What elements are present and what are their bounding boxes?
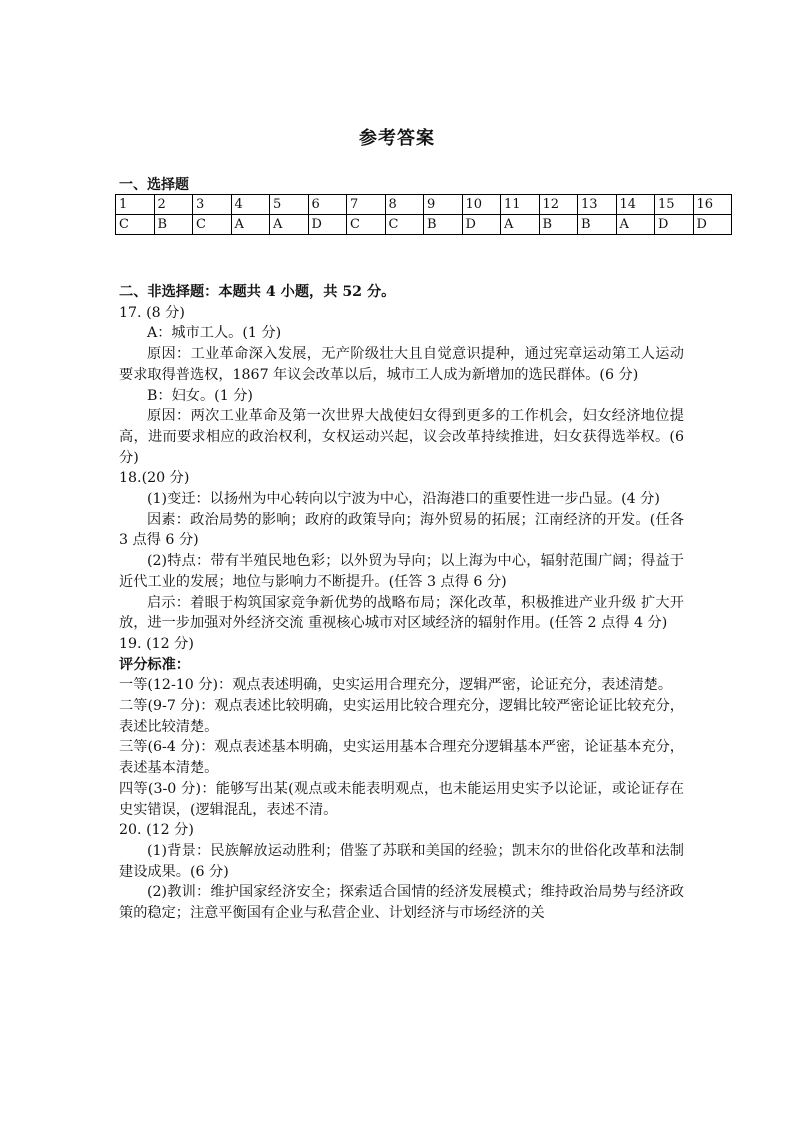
table-cell: D: [655, 215, 694, 235]
table-cell: 13: [578, 195, 617, 215]
table-cell: C: [385, 215, 424, 235]
table-cell: C: [347, 215, 386, 235]
table-cell: B: [539, 215, 578, 235]
q17-label: 17. (8 分): [119, 304, 185, 321]
q18-part1-change: (1)变迁：以扬州为中心转向以宁波为中心，沿海港口的重要性进一步凸显。(4 分): [147, 491, 660, 508]
table-cell: 2: [154, 195, 193, 215]
table-cell: 8: [385, 195, 424, 215]
q18-part2-features: (2)特点：带有半殖民地色彩；以外贸为导向；以上海为中心，辐射范围广阔；得益于近代工业的发展；地位与影响力不断提升。(任答 3 点得 6 分): [119, 553, 684, 590]
table-cell: A: [231, 215, 270, 235]
q17-answer-b: B：妇女。(1 分): [147, 387, 253, 404]
section1-heading: 一、选择题: [119, 177, 189, 193]
table-cell: B: [154, 215, 193, 235]
table-cell: 7: [347, 195, 386, 215]
table-cell: D: [308, 215, 347, 235]
page-title: 参考答案: [359, 128, 435, 149]
table-cell: 11: [501, 195, 540, 215]
table-cell: 15: [655, 195, 694, 215]
table-cell: D: [462, 215, 501, 235]
q19-level-3: 三等(6-4 分)：观点表述基本明确，史实运用基本合理充分逻辑基本严密，论证基本充分，表述基本清楚。: [119, 739, 684, 777]
table-cell: A: [270, 215, 309, 235]
table-cell: A: [501, 215, 540, 235]
q20-label: 20. (12 分): [119, 822, 194, 839]
table-cell: 16: [693, 195, 732, 215]
q17-reason-a: 原因：工业革命深入发展，无产阶级壮大且自觉意识提种，通过宪章运动第工人运动要求取得普选权，1867 年议会改革以后，城市工人成为新增加的选民群体。(6 分): [119, 346, 684, 383]
table-cell: 6: [308, 195, 347, 215]
question-number-row: [116, 195, 732, 215]
table-cell: A: [616, 215, 655, 235]
table-cell: 5: [270, 195, 309, 215]
table-cell: C: [193, 215, 232, 235]
table-cell: B: [424, 215, 463, 235]
table-cell: B: [578, 215, 617, 235]
q18-label: 18.(20 分): [119, 470, 190, 487]
q20-part2-lessons: (2)教训：维护国家经济安全；探索适合国情的经济发展模式；维持政治局势与经济政策的稳定；注意平衡国有企业与私营企业、计划经济与市场经济的关: [119, 884, 684, 922]
q19-level-1: 一等(12-10 分)：观点表述明确，史实运用合理充分，逻辑严密，论证充分，表述清楚。: [119, 677, 673, 694]
q20-part1-background: (1)背景：民族解放运动胜利；借鉴了苏联和美国的经验；凯末尔的世俗化改革和法制建设成果。(6 分): [119, 842, 684, 880]
q19-level-2: 二等(9-7 分)：观点表述比较明确，史实运用比较合理充分，逻辑比较严密论证比较充分，表述比较清楚。: [119, 698, 684, 735]
q17-reason-b: 原因：两次工业革命及第一次世界大战使妇女得到更多的工作机会，妇女经济地位提高，进而要求相应的政治权利，女权运动兴起，议会改革持续推进，妇女获得选举权。(6 分): [119, 408, 684, 466]
q19-criteria-heading: 评分标准：: [119, 656, 190, 673]
table-cell: 3: [193, 195, 232, 215]
table-cell: 10: [462, 195, 501, 215]
table-cell: 12: [539, 195, 578, 215]
table-cell: C: [116, 215, 155, 235]
q19-level-4: 四等(3-0 分)：能够写出某(观点或未能表明观点，也未能运用史实予以论证，或论证存在史实错误，(逻辑混乱，表述不清。: [119, 780, 684, 818]
table-cell: D: [693, 215, 732, 235]
section2-body: [119, 282, 684, 924]
table-cell: 14: [616, 195, 655, 215]
q18-part2-insights: 启示：着眼于构筑国家竞争新优势的战略布局；深化改革，积极推进产业升级 扩大开放，进一步加强对外经济交流 重视核心城市对区域经济的辐射作用。(任答 2 点得 4 分): [119, 594, 684, 632]
q19-label: 19. (12 分): [119, 635, 194, 652]
q18-part1-factors: 因素：政治局势的影响；政府的政策导向；海外贸易的拓展；江南经济的开发。(任各 3 点得 6 分): [119, 511, 684, 549]
table-cell: 4: [231, 195, 270, 215]
q17-answer-a: A：城市工人。(1 分): [147, 325, 282, 342]
answer-row: [116, 215, 732, 235]
table-cell: 1: [116, 195, 155, 215]
answer-table: [115, 194, 732, 235]
section2-heading: 二、非选择题：本题共 4 小题，共 52 分。: [119, 284, 396, 300]
table-cell: 9: [424, 195, 463, 215]
